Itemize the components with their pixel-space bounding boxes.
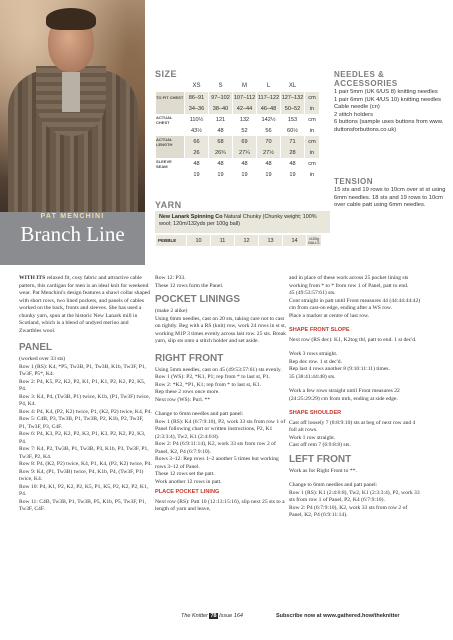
panel-row: Row 5: C4B, P3, Tw3B, P1, Tw3B, P2, K1b, P2, Tw3F, P1, Tw3F, P3, C4F. — [19, 416, 144, 430]
panel-row: Row 11: C4B, Tw3B, P1, Tw3B, P5, K1b, P5, Tw3F, P1, Tw3F, C4F. — [19, 498, 147, 512]
issue-number: Issue 164 — [219, 613, 243, 619]
panel-row: Row 9: K4, (P1, Tw3B) twice, P4, K1b, P4, (Tw3F, P1) twice, K4. — [19, 468, 144, 482]
yarn-details: Natural Chunky (Chunky weight; 100% wool; 120m/132yds per 100g ball) — [159, 214, 317, 227]
needles-item: 2 stitch holders — [334, 111, 373, 118]
size-cell: 48 — [185, 158, 209, 169]
column-1 — [19, 275, 152, 514]
size-cell: 27¼ — [233, 147, 257, 158]
rf-row: Next row (WS): Purl. ** — [155, 396, 211, 403]
tension-text: 15 sts and 19 rows to 10cm over st st using 6mm needles. 18 sts and 19 rows to 10cm over cable patt using 6mm needles. — [334, 187, 446, 209]
pocket-text: Using 6mm needles, cast on 20 sts, taking care not to cast on tightly. Beg with a RS (knit) row, work 24 rows in st st, working M1P 3 times evenly across last row. 25 sts. Break yarn, slip sts onto a stitch holder and set aside. — [155, 315, 287, 344]
shoulder-work: Work 1 row straight. — [289, 434, 336, 441]
size-cell: 48 — [281, 158, 305, 169]
right-front-heading: RIGHT FRONT — [155, 352, 224, 364]
size-cell: 117–122 — [257, 92, 281, 104]
rf-row: Work another 12 rows in patt. — [155, 478, 222, 485]
panel-row: Row 1 (RS): K4, *P5, Tw3B, P1, Tw3B, K1b, Tw3F, P1, Tw3F, P5*, K4. — [19, 363, 147, 377]
footer-issue — [181, 613, 243, 619]
panel-heading: PANEL — [19, 342, 53, 353]
photo-shirt — [62, 72, 80, 112]
size-cell: 70 — [257, 136, 281, 147]
intro-lead: WITH ITS — [19, 275, 46, 281]
size-row — [156, 169, 320, 180]
slope-rep2: Rep last 4 rows another 8 (9:10:11:11) times. — [289, 366, 390, 372]
rf-row: Rep these 2 rows once more. — [155, 389, 220, 395]
needles-item: 6 buttons (sample uses buttons from www. duttonsforbuttons.co.uk) — [334, 119, 444, 133]
size-cell: 153 — [281, 114, 305, 125]
place-pocket-text: Next row (RS): Patt 10 (12:13:15:16), slip next 25 sts to a length of yarn and leave, — [155, 498, 285, 512]
slope-next: Next row (RS dec): K1, K2tog tbl, patt to end. 1 st dec'd. — [289, 336, 417, 343]
pocket-sts: 45 (49:53:57:61) sts. — [289, 290, 336, 296]
size-col: XL — [281, 81, 305, 92]
panel-note: These 12 rows form the Panel. — [155, 282, 224, 289]
size-cell: 48 — [209, 158, 233, 169]
shape-shoulder-heading: SHAPE SHOULDER — [289, 410, 342, 416]
intro-paragraph — [19, 275, 152, 335]
row-label: ACTUAL CHEST — [156, 114, 185, 125]
yarn-cell: 14 — [283, 235, 307, 246]
size-col: L — [257, 81, 281, 92]
size-cell: 142½ — [257, 114, 281, 125]
pattern-title: Branch Line — [20, 222, 125, 246]
place-pocket-heading: PLACE POCKET LINING — [155, 489, 220, 495]
photo-model-hair — [46, 8, 96, 30]
unit-cell: cm — [305, 92, 320, 104]
left-front-heading: LEFT FRONT — [289, 453, 352, 465]
pocket-make: (make 2 alike) — [155, 308, 188, 314]
rf-row: Row 2: *K2, *P1, K1; rep from * to last st, K1. — [155, 381, 262, 388]
row-label — [156, 103, 185, 114]
panel-row-12: Row 12: P33. — [155, 275, 186, 281]
left-row: Row 2: P4 (6:7:9:10), K2, work 33 sts from row 2 of Panel, K2, P4 (6:9:11:14). — [289, 504, 408, 518]
unit-cell: cm — [305, 136, 320, 147]
magazine-name: The Knitter — [181, 613, 208, 619]
panel-row: Row 3: K4, P4, (Tw3B, P1) twice, K1b, (P1, Tw3F) twice, P4, K4. — [19, 393, 151, 407]
needles-item: Cable needle (cn) — [334, 104, 380, 111]
panel-row: Row 10: P4, K1, P2, K2, P2, K5, P1, K5, P2, K2, P2, K1, P4. — [19, 483, 149, 497]
unit-cell: in — [305, 125, 320, 136]
row-label — [156, 125, 185, 136]
rf-row: Row 1 (RS): K4 (6:7:9:10), P2, work 33 sts from row 1 of Panel following chart or written instructions, P2, K1 (2:3:3:4), Tw2, K1 (2:4:6:8). — [155, 418, 286, 440]
left-work: Work as for Right Front to **. — [289, 467, 357, 474]
size-row — [156, 125, 320, 136]
size-cell: 66 — [185, 136, 209, 147]
designer-name: PAT MENCHINI — [40, 213, 105, 220]
unit-cell: in — [305, 147, 320, 158]
size-cell: 110½ — [185, 114, 209, 125]
size-cell: 46–48 — [257, 103, 281, 114]
yarn-heading: YARN — [155, 200, 182, 210]
size-col: M — [233, 81, 257, 92]
yarn-cell: 10 — [187, 235, 211, 246]
rf-row: Row 1 (WS): P2, *K1, P1; rep from * to last st, P1. — [155, 374, 270, 380]
panel-row: Row 8: P4, (K2, P2) twice, K4, P1, K4, (P2, K2) twice, P4. — [19, 461, 152, 467]
size-cell: 52 — [233, 125, 257, 136]
size-cell: 50–52 — [281, 103, 305, 114]
yarn-colour: PEBBLE — [156, 235, 187, 246]
size-cell: 27½ — [257, 147, 281, 158]
size-cell: 132 — [233, 114, 257, 125]
size-row — [156, 158, 320, 169]
row-label: ACTUAL LENGTH — [156, 136, 185, 147]
unit-cell: in — [305, 169, 320, 180]
rf-row: Change to 6mm needles and patt panel: — [155, 411, 244, 417]
needles-item: 1 pair 5mm (UK 6/US 8) knitting needles — [334, 89, 438, 95]
intro-text: relaxed fit, cosy fabric and attractive cable pattern, this cardigan for men is an ideal knit for weekend wear. Pat Menchini's design features a shawl collar shaped with short rows, two lined pockets, and panels of cables worked on the back, fronts and sleeves. She has used a chunky yarn, spun at the historic New Lanark mill in Scotland, which is a blend of undyed merino and Zwartbles wool. — [19, 275, 151, 334]
size-row — [156, 136, 320, 147]
size-cell: 38–40 — [209, 103, 233, 114]
size-cell: 26¾ — [209, 147, 233, 158]
size-col: S — [209, 81, 233, 92]
slope-rep: Rep dec row. 1 st dec'd. — [289, 358, 342, 365]
size-cell: 19 — [257, 169, 281, 180]
size-cell: 107–112 — [233, 92, 257, 104]
panel-row: Row 4: P4, K4, (P2, K2) twice, P1, (K2, P2) twice, K4, P4. — [19, 408, 152, 415]
unit-cell: cm — [305, 114, 320, 125]
size-cell: 127–132 — [281, 92, 305, 104]
yarn-cell: 11 — [211, 235, 235, 246]
subscribe-link[interactable]: Subscribe now at www.gathered.how/theknitter — [276, 613, 400, 619]
size-row — [156, 92, 320, 104]
size-cell: 68 — [209, 136, 233, 147]
panel-row: Row 6: P4, K3, P2, K2, P2, K3, P1, K3, P2, K2, P2, K3, P4. — [19, 431, 146, 445]
shoulder-cast: Cast off loosely 7 (8:8:9:10) sts at beg of next row and 4 foll alt rows. — [289, 419, 416, 433]
column-3 — [289, 275, 422, 520]
slope-work: Work 3 rows straight. — [289, 351, 338, 357]
left-change: Change to 6mm needles and patt panel: — [289, 482, 378, 488]
size-cell: 19 — [281, 169, 305, 180]
size-cell: 42–44 — [233, 103, 257, 114]
yarn-cell: 13 — [259, 235, 283, 246]
marker-text: Place a marker at centre of last row. — [289, 312, 370, 319]
size-cell: 121 — [209, 114, 233, 125]
yarn-quantity-table — [155, 235, 321, 246]
size-cell: 28 — [281, 147, 305, 158]
yarn-cell: 12 — [235, 235, 259, 246]
yarn-name: New Lanark Spinning Co — [159, 214, 223, 220]
shape-front-slope-heading: SHAPE FRONT SLOPE — [289, 327, 350, 333]
size-cell: 48 — [233, 158, 257, 169]
pocket-continue-2: Cont straight in patt until Front measures 44 (44:44:44:42) cm from cast-on edge, ending after a WS row. — [289, 297, 421, 311]
page-footer — [0, 610, 453, 628]
size-table — [155, 81, 319, 180]
panel-row: Row 2: P4, K5, P2, K2, P2, K1, P1, K1, P2, K2, P2, K5, P4. — [19, 378, 146, 392]
rf-cast-on: Using 5mm needles, cast on 45 (49:53:57:61) sts evenly. — [155, 366, 282, 373]
row-label — [156, 147, 185, 158]
size-cell: 19 — [233, 169, 257, 180]
size-cell: 69 — [233, 136, 257, 147]
size-cell: 48 — [257, 158, 281, 169]
page-number: 78 — [210, 613, 217, 619]
column-2 — [155, 275, 288, 514]
pattern-photo — [0, 0, 145, 212]
row-label: TO FIT CHEST — [156, 92, 185, 104]
panel-row: Row 7: K4, P2, Tw3B, P1, Tw3B, P3, K1b, P3, Tw3F, P1, Tw3F, P2, K4. — [19, 446, 149, 460]
rf-row: Rows 3–12: Rep rows 1–2 another 5 times but working rows 3–12 of Panel. — [155, 456, 279, 470]
size-cell: 26 — [185, 147, 209, 158]
rf-row: Row 2: P4 (6:9:11:14), K2, work 33 sts from row 2 of Panel, K2, P4 (6:7:9:10). — [155, 441, 276, 455]
size-cell: 19 — [209, 169, 233, 180]
shoulder-rem: Cast off rem 7 (6:9:8:8) sts. — [289, 442, 351, 448]
size-cell: 60½ — [281, 125, 305, 136]
needles-heading: NEEDLES & ACCESSORIES — [334, 70, 398, 88]
tension-heading: TENSION — [334, 177, 374, 186]
unit-cell: in — [305, 103, 320, 114]
rf-row: These 12 rows set the patt. — [155, 471, 215, 477]
slope-few: Work a few rows straight until Front measures 22 (24:25:29:29) cm from mrk, ending at side edge. — [289, 388, 400, 402]
needles-item: 1 pair 6mm (UK 4/US 10) knitting needles — [334, 96, 441, 103]
panel-worked: (worked over 33 sts) — [19, 356, 66, 362]
row-label — [156, 169, 185, 180]
pocket-continue: and in place of these work across 25 pocket lining sts working from * to * from row 1 of Panel, patt to end. — [289, 275, 409, 289]
pocket-linings-heading: POCKET LININGS — [155, 294, 241, 305]
size-cell: 97–102 — [209, 92, 233, 104]
needles-list — [334, 89, 449, 135]
yarn-row — [156, 235, 322, 246]
size-row — [156, 103, 320, 114]
yarn-unit: x100g BALLS — [308, 236, 320, 245]
slope-sts: 35 (38:41:44:48) sts. — [289, 373, 336, 380]
size-header-row — [156, 81, 320, 92]
size-cell: 71 — [281, 136, 305, 147]
size-col: XS — [185, 81, 209, 92]
unit-cell: cm — [305, 158, 320, 169]
size-row — [156, 147, 320, 158]
left-row: Row 1 (RS): K1 (2:4:6:8), Tw2, K1 (2:3:3:4), P2, work 33 sts from row 1 of Panel, P2, K4 (6:7:9:10). — [289, 489, 420, 503]
size-cell: 43½ — [185, 125, 209, 136]
row-label: SLEEVE SEAM — [156, 158, 185, 169]
size-row — [156, 114, 320, 125]
size-cell: 48 — [209, 125, 233, 136]
size-cell: 86–91 — [185, 92, 209, 104]
size-heading: SIZE — [155, 69, 178, 79]
size-cell: 56 — [257, 125, 281, 136]
yarn-description — [155, 211, 330, 233]
size-cell: 19 — [185, 169, 209, 180]
size-cell: 34–36 — [185, 103, 209, 114]
